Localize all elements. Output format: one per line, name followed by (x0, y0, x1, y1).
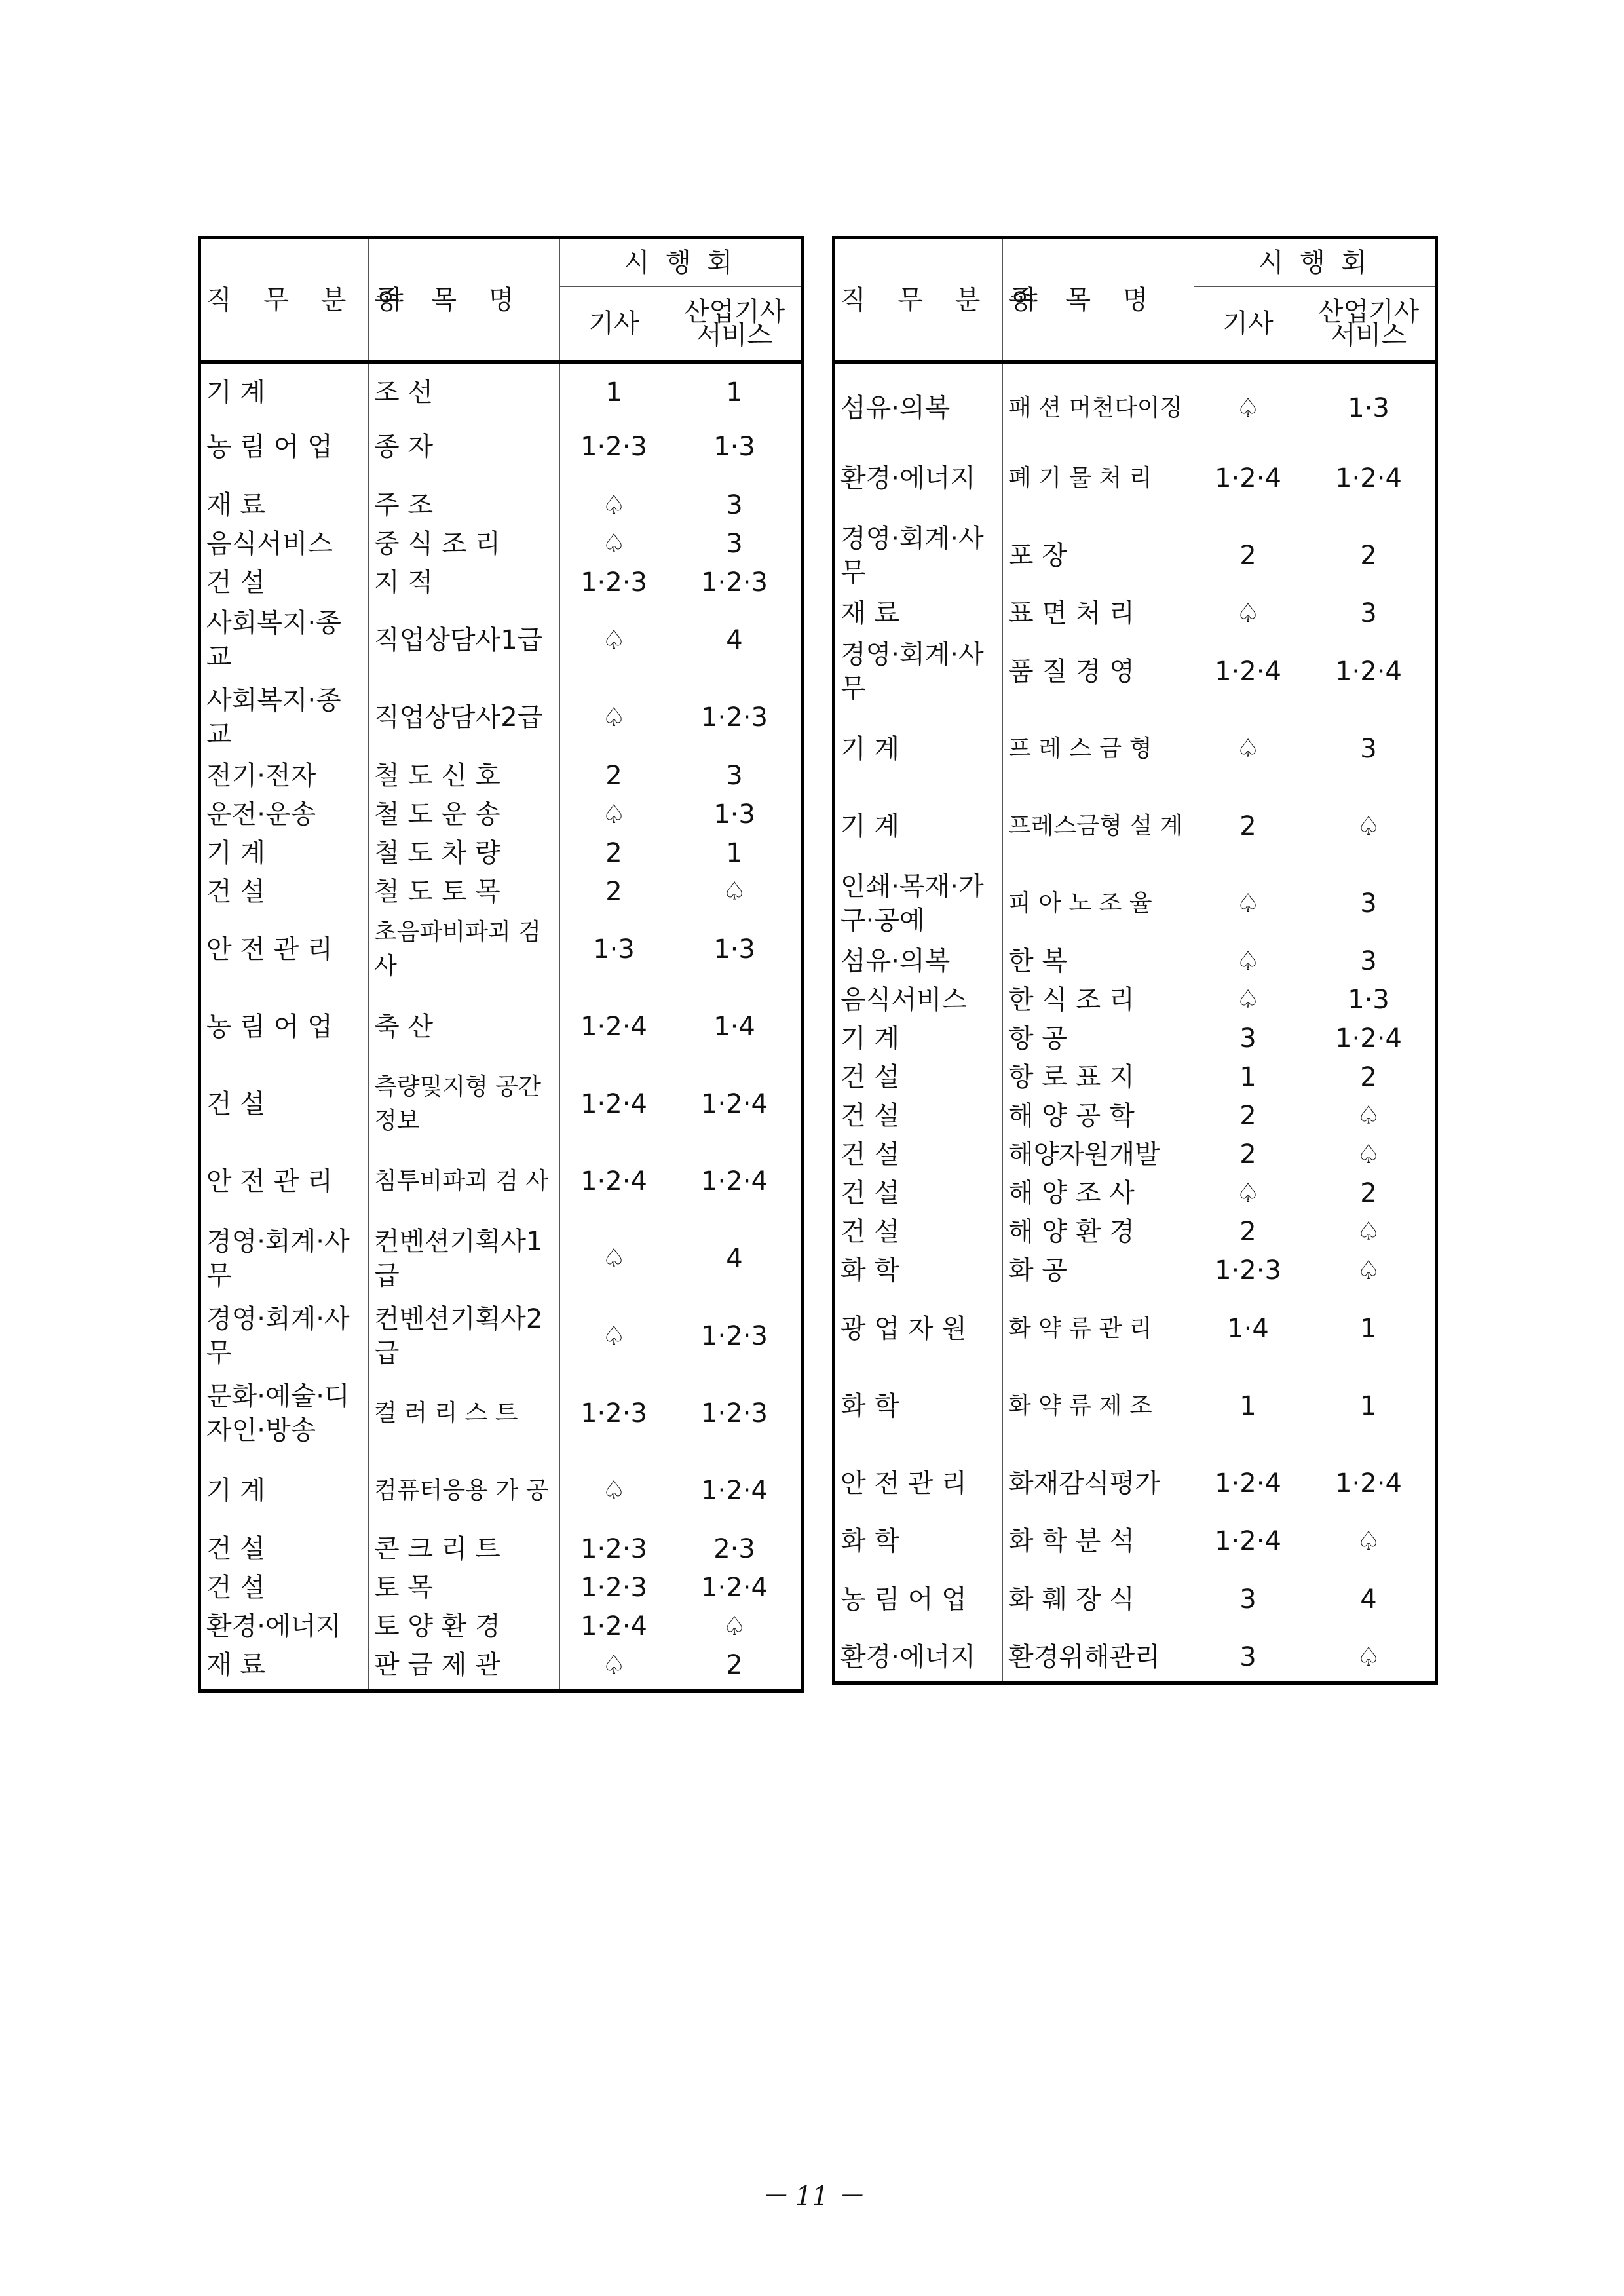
field-cell: 광 업 자 원 (834, 1290, 1003, 1368)
gisa-cell: 1·2·3 (560, 408, 668, 486)
sanup-cell: 1·2·4 (1302, 1445, 1437, 1522)
field-cell: 안 전 관 리 (200, 1143, 369, 1220)
table-row (834, 440, 1437, 517)
name-cell: 측량및지형 공간정보 (369, 1065, 560, 1143)
name-cell: 화 약 류 관 리 (1003, 1290, 1194, 1368)
table-row (200, 1375, 803, 1452)
sanup-cell: 1·2·3 (668, 563, 803, 602)
name-cell: 직업상담사2급 (369, 679, 560, 756)
name-cell: 지 적 (369, 563, 560, 602)
name-cell: 환경위해관리 (1003, 1638, 1194, 1677)
name-cell: 해 양 공 학 (1003, 1097, 1194, 1136)
name-cell: 철 도 토 목 (369, 872, 560, 911)
table-row (200, 872, 803, 911)
sanup-cell: 1·2·4 (668, 1452, 803, 1529)
field-cell: 기 계 (200, 1452, 369, 1529)
field-cell: 건 설 (200, 1529, 369, 1568)
gisa-cell: ♤ (560, 1645, 668, 1684)
field-cell: 농 림 어 업 (200, 408, 369, 486)
field-cell: 기 계 (834, 1020, 1003, 1058)
table-spacer (834, 1677, 1437, 1683)
field-cell: 음식서비스 (200, 524, 369, 563)
gisa-cell: 1·2·3 (560, 1568, 668, 1607)
name-cell: 해 양 환 경 (1003, 1213, 1194, 1252)
field-cell: 건 설 (200, 563, 369, 602)
sanup-cell: 3 (1302, 942, 1437, 981)
table-row (834, 517, 1437, 594)
field-cell: 기 계 (200, 833, 369, 872)
name-cell: 철 도 신 호 (369, 756, 560, 795)
sanup-cell: 1 (668, 362, 803, 409)
name-cell: 판 금 제 관 (369, 1645, 560, 1684)
field-cell: 섬유·의복 (834, 362, 1003, 440)
sanup-cell: ♤ (1302, 1097, 1437, 1136)
field-cell: 건 설 (200, 1568, 369, 1607)
field-cell: 사회복지·종 교 (200, 679, 369, 756)
name-cell: 폐 기 물 처 리 (1003, 440, 1194, 517)
table-spacer (200, 1684, 803, 1691)
gisa-cell: 2 (1194, 517, 1302, 594)
gisa-cell: 1 (1194, 1368, 1302, 1445)
name-cell: 중 식 조 리 (369, 524, 560, 563)
gisa-cell: 1·2·4 (1194, 1445, 1302, 1522)
page-number: － 11 － (761, 2181, 863, 2211)
field-cell: 기 계 (200, 362, 369, 409)
field-cell: 경영·회계·사 무 (834, 633, 1003, 710)
sanup-cell: 3 (1302, 594, 1437, 633)
gisa-cell: ♤ (1194, 362, 1302, 440)
gisa-cell: ♤ (1194, 710, 1302, 788)
table-row (834, 362, 1437, 440)
header-sanup: 산업기사 서비스 (1302, 287, 1437, 362)
sanup-cell: 1·3 (1302, 981, 1437, 1020)
sanup-cell: 1·2·4 (1302, 633, 1437, 710)
table-row (834, 1561, 1437, 1638)
name-cell: 직업상담사1급 (369, 602, 560, 679)
field-cell: 음식서비스 (834, 981, 1003, 1020)
name-cell: 철 도 차 량 (369, 833, 560, 872)
gisa-cell: 1 (560, 362, 668, 409)
gisa-cell: 2 (1194, 1213, 1302, 1252)
name-cell: 화재감식평가 (1003, 1445, 1194, 1522)
sanup-cell: 1 (1302, 1290, 1437, 1368)
gisa-cell: 2 (1194, 788, 1302, 865)
table-row (200, 524, 803, 563)
sanup-cell: 2 (1302, 1174, 1437, 1213)
header-name: 종 목 명 (369, 238, 560, 362)
field-cell: 인쇄·목재·가구·공예 (834, 865, 1003, 942)
gisa-cell: 1·2·4 (560, 1143, 668, 1220)
field-cell: 건 설 (834, 1136, 1003, 1174)
table-row (834, 865, 1437, 942)
sanup-cell: 1·2·4 (1302, 1020, 1437, 1058)
sanup-cell: 1·3 (668, 795, 803, 833)
sanup-cell: 1·3 (668, 911, 803, 988)
sanup-cell: 1·2·3 (668, 1297, 803, 1375)
sanup-cell: ♤ (1302, 1252, 1437, 1290)
table-body-right (834, 362, 1437, 1683)
name-cell: 컬 러 리 스 트 (369, 1375, 560, 1452)
gisa-cell: 1·2·4 (560, 988, 668, 1065)
field-cell: 경영·회계·사 무 (834, 517, 1003, 594)
name-cell: 컨벤션기획사2급 (369, 1297, 560, 1375)
name-cell: 콘 크 리 트 (369, 1529, 560, 1568)
sanup-cell: 1·2·4 (668, 1568, 803, 1607)
sanup-cell: 1·3 (1302, 362, 1437, 440)
field-cell: 화 학 (834, 1252, 1003, 1290)
header-gisa: 기사 (1194, 287, 1302, 362)
gisa-cell: 1·2·4 (560, 1607, 668, 1645)
field-cell: 기 계 (834, 788, 1003, 865)
sanup-cell: ♤ (668, 872, 803, 911)
table-row (834, 1136, 1437, 1174)
table-row (200, 756, 803, 795)
name-cell: 토 양 환 경 (369, 1607, 560, 1645)
name-cell: 종 자 (369, 408, 560, 486)
table-row (200, 911, 803, 988)
sanup-cell: 3 (668, 756, 803, 795)
qualification-table-left (198, 236, 804, 1693)
table-row (200, 1065, 803, 1143)
name-cell: 프 레 스 금 형 (1003, 710, 1194, 788)
field-cell: 농 림 어 업 (834, 1561, 1003, 1638)
name-cell: 포 장 (1003, 517, 1194, 594)
name-cell: 항 공 (1003, 1020, 1194, 1058)
field-cell: 화 학 (834, 1522, 1003, 1561)
table-row (834, 942, 1437, 981)
gisa-cell: 2 (560, 833, 668, 872)
gisa-cell: ♤ (560, 679, 668, 756)
name-cell: 해양자원개발 (1003, 1136, 1194, 1174)
header-round: 시 행 회 (1194, 238, 1437, 287)
table-row (200, 1568, 803, 1607)
sanup-cell: 4 (668, 1220, 803, 1297)
name-cell: 프레스금형 설 계 (1003, 788, 1194, 865)
table-row (200, 1529, 803, 1568)
table-row (834, 981, 1437, 1020)
gisa-cell: 2 (560, 872, 668, 911)
gisa-cell: 1 (1194, 1058, 1302, 1097)
name-cell: 주 조 (369, 486, 560, 524)
sanup-cell: 3 (668, 486, 803, 524)
field-cell: 재 료 (200, 486, 369, 524)
gisa-cell: 3 (1194, 1638, 1302, 1677)
gisa-cell: ♤ (1194, 942, 1302, 981)
field-cell: 건 설 (834, 1097, 1003, 1136)
table-row (200, 563, 803, 602)
table-row (200, 1607, 803, 1645)
sanup-cell: 1·2·3 (668, 1375, 803, 1452)
field-cell: 문화·예술·디자인·방송 (200, 1375, 369, 1452)
sanup-cell: ♤ (1302, 1638, 1437, 1677)
name-cell: 한 복 (1003, 942, 1194, 981)
header-round: 시 행 회 (560, 238, 803, 287)
sanup-cell: 1·3 (668, 408, 803, 486)
name-cell: 철 도 운 송 (369, 795, 560, 833)
gisa-cell: 1·4 (1194, 1290, 1302, 1368)
field-cell: 전기·전자 (200, 756, 369, 795)
field-cell: 환경·에너지 (834, 1638, 1003, 1677)
gisa-cell: ♤ (560, 602, 668, 679)
sanup-cell: ♤ (668, 1607, 803, 1645)
name-cell: 한 식 조 리 (1003, 981, 1194, 1020)
sanup-cell: 3 (1302, 710, 1437, 788)
name-cell: 화 약 류 제 조 (1003, 1368, 1194, 1445)
gisa-cell: ♤ (1194, 594, 1302, 633)
gisa-cell: 1·2·4 (560, 1065, 668, 1143)
gisa-cell: ♤ (1194, 1174, 1302, 1213)
gisa-cell: 2 (560, 756, 668, 795)
table-row (834, 1252, 1437, 1290)
gisa-cell: 1·2·4 (1194, 440, 1302, 517)
qualification-table-right (832, 236, 1438, 1685)
field-cell: 건 설 (834, 1213, 1003, 1252)
gisa-cell: 1·2·3 (560, 1529, 668, 1568)
sanup-cell: ♤ (1302, 1522, 1437, 1561)
sanup-cell: 1·4 (668, 988, 803, 1065)
gisa-cell: 1·2·4 (1194, 1522, 1302, 1561)
name-cell: 항 로 표 지 (1003, 1058, 1194, 1097)
name-cell: 품 질 경 영 (1003, 633, 1194, 710)
gisa-cell: ♤ (560, 795, 668, 833)
name-cell: 침투비파괴 검 사 (369, 1143, 560, 1220)
field-cell: 경영·회계·사 무 (200, 1297, 369, 1375)
name-cell: 컴퓨터응용 가 공 (369, 1452, 560, 1529)
name-cell: 화 학 분 석 (1003, 1522, 1194, 1561)
table-row (200, 1143, 803, 1220)
table-row (834, 1058, 1437, 1097)
table-row (834, 1213, 1437, 1252)
field-cell: 환경·에너지 (200, 1607, 369, 1645)
table-row (834, 1174, 1437, 1213)
name-cell: 축 산 (369, 988, 560, 1065)
gisa-cell: ♤ (560, 1220, 668, 1297)
table-row (200, 1645, 803, 1684)
gisa-cell: 3 (1194, 1020, 1302, 1058)
table-row (200, 602, 803, 679)
table-row (200, 1452, 803, 1529)
sanup-cell: 1 (668, 833, 803, 872)
gisa-cell: ♤ (560, 486, 668, 524)
field-cell: 섬유·의복 (834, 942, 1003, 981)
table-row (200, 1220, 803, 1297)
name-cell: 피 아 노 조 율 (1003, 865, 1194, 942)
table-row (834, 594, 1437, 633)
sanup-cell: 2 (1302, 517, 1437, 594)
header-gisa: 기사 (560, 287, 668, 362)
field-cell: 건 설 (834, 1174, 1003, 1213)
header-name: 종 목 명 (1003, 238, 1194, 362)
table-row (834, 788, 1437, 865)
field-cell: 안 전 관 리 (834, 1445, 1003, 1522)
table-row (200, 408, 803, 486)
name-cell: 표 면 처 리 (1003, 594, 1194, 633)
name-cell: 토 목 (369, 1568, 560, 1607)
name-cell: 화 공 (1003, 1252, 1194, 1290)
sanup-cell: 3 (668, 524, 803, 563)
gisa-cell: ♤ (560, 1452, 668, 1529)
table-row (834, 1368, 1437, 1445)
name-cell: 해 양 조 사 (1003, 1174, 1194, 1213)
gisa-cell: 1·2·3 (560, 1375, 668, 1452)
name-cell: 초음파비파괴 검 사 (369, 911, 560, 988)
gisa-cell: ♤ (1194, 981, 1302, 1020)
table-row (200, 486, 803, 524)
field-cell: 사회복지·종 교 (200, 602, 369, 679)
gisa-cell: 2 (1194, 1136, 1302, 1174)
name-cell: 패 션 머천다이징 (1003, 362, 1194, 440)
table-row (834, 1097, 1437, 1136)
table-row (200, 833, 803, 872)
sanup-cell: ♤ (1302, 1213, 1437, 1252)
sanup-cell: 1·2·4 (668, 1143, 803, 1220)
gisa-cell: 1·2·4 (1194, 633, 1302, 710)
table-row (834, 1445, 1437, 1522)
name-cell: 화 훼 장 식 (1003, 1561, 1194, 1638)
sanup-cell: 1·2·4 (1302, 440, 1437, 517)
table-row (200, 362, 803, 409)
field-cell: 기 계 (834, 710, 1003, 788)
gisa-cell: 2 (1194, 1097, 1302, 1136)
field-cell: 건 설 (834, 1058, 1003, 1097)
header-field: 직 무 분 야 (834, 238, 1003, 362)
gisa-cell: 1·2·3 (560, 563, 668, 602)
field-cell: 재 료 (834, 594, 1003, 633)
sanup-cell: 2·3 (668, 1529, 803, 1568)
gisa-cell: ♤ (560, 524, 668, 563)
sanup-cell: 1·2·4 (668, 1065, 803, 1143)
gisa-cell: 1·2·3 (1194, 1252, 1302, 1290)
field-cell: 환경·에너지 (834, 440, 1003, 517)
field-cell: 건 설 (200, 872, 369, 911)
table-row (200, 679, 803, 756)
name-cell: 컨벤션기획사1급 (369, 1220, 560, 1297)
table-row (834, 1638, 1437, 1677)
sanup-cell: 4 (668, 602, 803, 679)
field-cell: 화 학 (834, 1368, 1003, 1445)
table-row (200, 1297, 803, 1375)
table-row (834, 1522, 1437, 1561)
gisa-cell: 1·3 (560, 911, 668, 988)
field-cell: 건 설 (200, 1065, 369, 1143)
field-cell: 농 림 어 업 (200, 988, 369, 1065)
sanup-cell: ♤ (1302, 788, 1437, 865)
table-row (834, 1290, 1437, 1368)
table-row (200, 795, 803, 833)
sanup-cell: ♤ (1302, 1136, 1437, 1174)
sanup-cell: 1·2·3 (668, 679, 803, 756)
sanup-cell: 2 (668, 1645, 803, 1684)
table-row (834, 633, 1437, 710)
field-cell: 재 료 (200, 1645, 369, 1684)
table-row (834, 1020, 1437, 1058)
table-row (834, 710, 1437, 788)
sanup-cell: 1 (1302, 1368, 1437, 1445)
field-cell: 안 전 관 리 (200, 911, 369, 988)
sanup-cell: 3 (1302, 865, 1437, 942)
sanup-cell: 4 (1302, 1561, 1437, 1638)
gisa-cell: ♤ (1194, 865, 1302, 942)
name-cell: 조 선 (369, 362, 560, 409)
sanup-cell: 2 (1302, 1058, 1437, 1097)
table-row (200, 988, 803, 1065)
field-cell: 경영·회계·사 무 (200, 1220, 369, 1297)
gisa-cell: 3 (1194, 1561, 1302, 1638)
header-sanup: 산업기사 서비스 (668, 287, 803, 362)
gisa-cell: ♤ (560, 1297, 668, 1375)
field-cell: 운전·운송 (200, 795, 369, 833)
header-field: 직 무 분 야 (200, 238, 369, 362)
table-body-left (200, 362, 803, 1691)
